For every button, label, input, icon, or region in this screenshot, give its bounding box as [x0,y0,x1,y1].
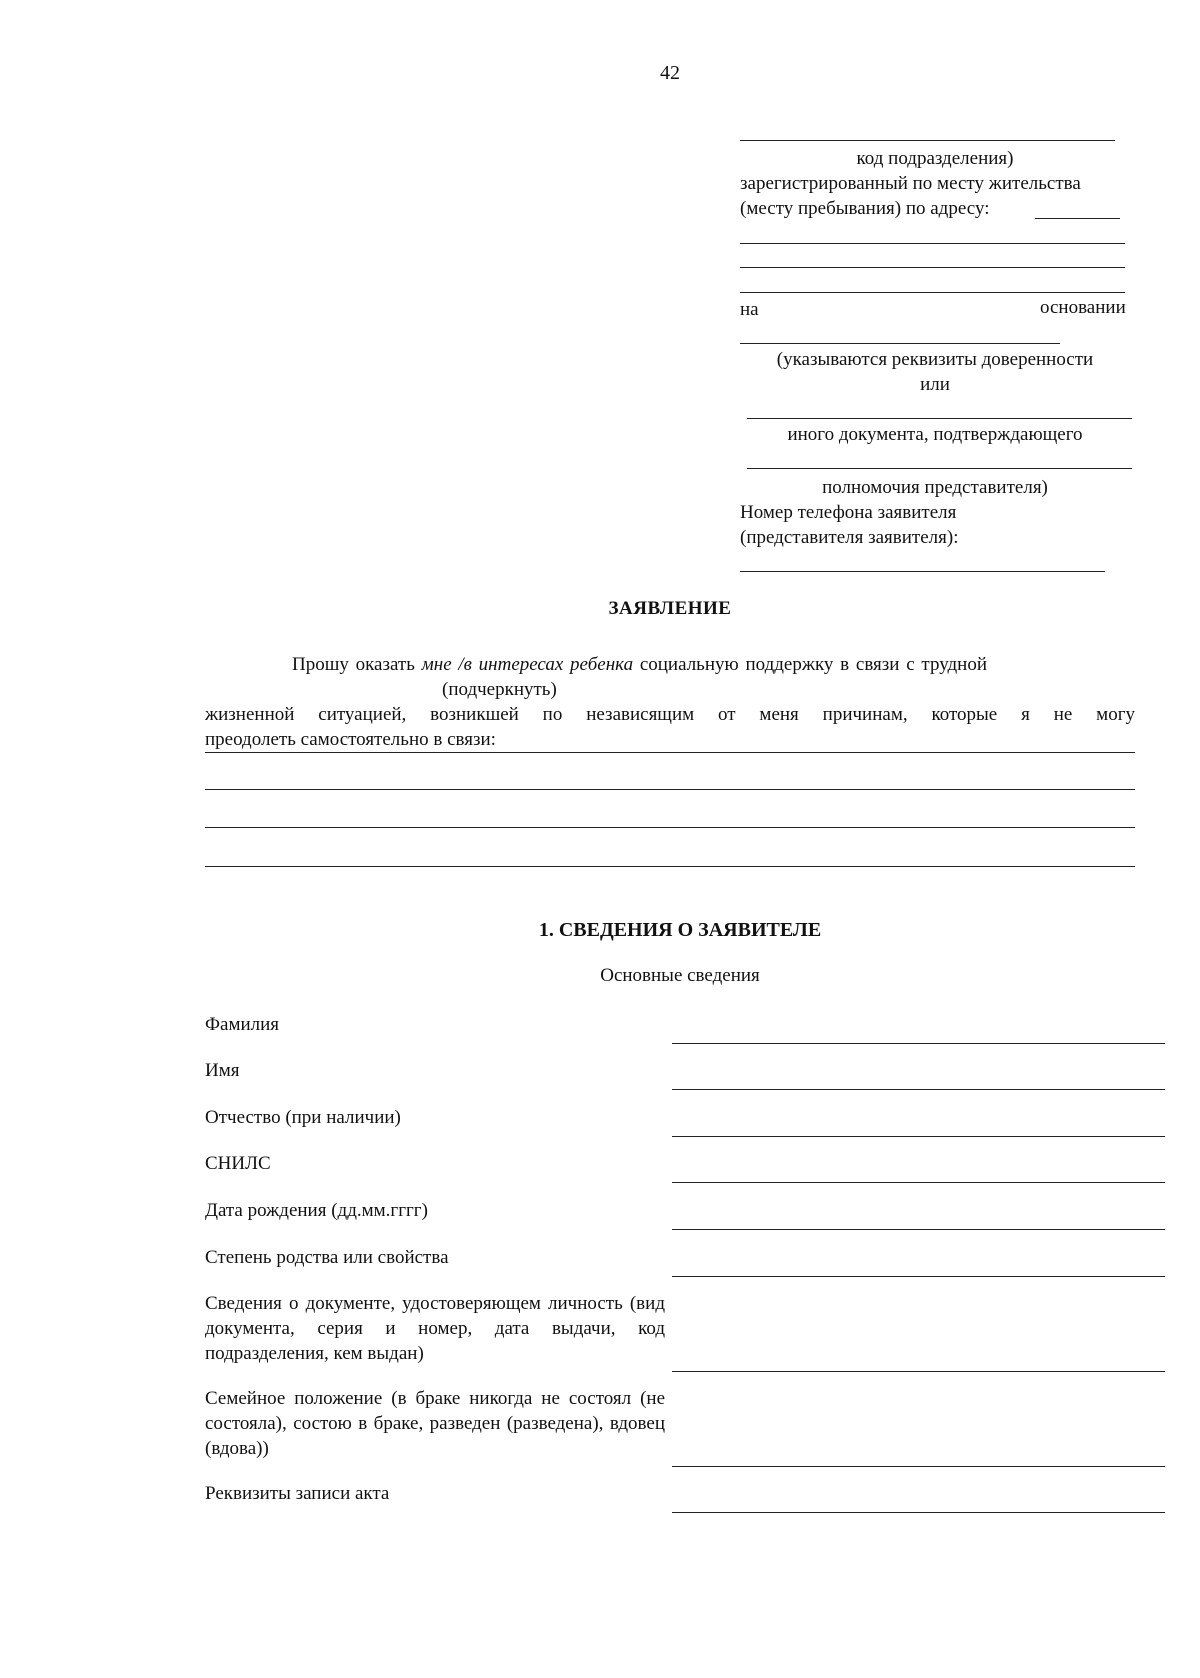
section-applicant-subtitle: Основные сведения [600,965,760,986]
field-label-act-record: Реквизиты записи акта [205,1483,390,1504]
section-applicant-title: 1. СВЕДЕНИЯ О ЗАЯВИТЕЛЕ [538,919,822,941]
field-label-surname: Фамилия [205,1014,280,1035]
page-number: 42 [660,62,680,84]
statement-intro-part-1: Прошу оказать [292,654,422,675]
basis-line[interactable] [740,343,1060,344]
phone-label-1: Номер телефона заявителя [740,502,957,523]
statement-intro-line-1 [292,654,1112,676]
subdivision-code-label: код подразделения) [856,148,1014,169]
registered-address-text-2: (месту пребывания) по адресу: [740,198,990,219]
reason-line-1[interactable] [205,752,1135,753]
other-document-text: иного документа, подтверждающего [787,424,1083,445]
field-identity-document-line[interactable] [672,1371,1165,1372]
field-label-kinship: Степень родства или свойства [205,1247,449,1268]
address-line-1[interactable] [740,243,1125,244]
address-line-inline[interactable] [1035,218,1120,219]
field-snils-line[interactable] [672,1182,1165,1183]
field-birth-date-line[interactable] [672,1229,1165,1230]
representative-authority-text: полномочия представителя) [822,477,1048,498]
field-label-identity-document: Сведения о документе, удостоверяющем личность (вид документа, серия и номер, дата выдачи, код подразделения, кем выдан) [205,1293,665,1364]
field-surname-line[interactable] [672,1043,1165,1044]
basis-suffix: основании [1040,297,1126,318]
other-document-line[interactable] [747,468,1132,469]
field-label-birth-date: Дата рождения (дд.мм.гггг) [205,1200,428,1221]
requisites-line[interactable] [747,418,1132,419]
reason-line-4[interactable] [205,866,1135,867]
reason-line-3[interactable] [205,827,1135,828]
field-label-patronymic: Отчество (при наличии) [205,1107,401,1128]
field-kinship-line[interactable] [672,1276,1165,1277]
reason-line-2[interactable] [205,789,1135,790]
field-label-snils: СНИЛС [205,1153,271,1174]
underline-note: (подчеркнуть) [442,679,557,700]
address-line-3[interactable] [740,292,1125,293]
statement-intro-italic: мне /в интересах ребенка [421,654,634,675]
subdivision-code-line[interactable] [740,140,1115,141]
requisites-text-2: или [920,374,950,395]
statement-intro-part-2: социальную поддержку в связи с трудной [633,654,987,675]
phone-line[interactable] [740,571,1105,572]
statement-title: ЗАЯВЛЕНИЕ [608,598,732,619]
field-act-record-line[interactable] [672,1512,1165,1513]
field-label-name: Имя [205,1060,240,1081]
basis-prefix: на [740,299,759,320]
field-patronymic-line[interactable] [672,1136,1165,1137]
statement-intro-line-2: жизненной ситуацией, возникшей по независящим от меня причинам, которые я не могу [205,704,1135,725]
field-marital-status-line[interactable] [672,1466,1165,1467]
field-label-marital-status: Семейное положение (в браке никогда не состоял (не состояла), состою в браке, разведен (разведена), вдовец (вдова)) [205,1388,665,1459]
address-line-2[interactable] [740,267,1125,268]
phone-label-2: (представителя заявителя): [740,527,959,548]
registered-address-text-1: зарегистрированный по месту жительства [740,173,1081,194]
field-name-line[interactable] [672,1089,1165,1090]
requisites-text-1: (указываются реквизиты доверенности [776,349,1094,370]
statement-intro-line-3: преодолеть самостоятельно в связи: [205,729,496,750]
